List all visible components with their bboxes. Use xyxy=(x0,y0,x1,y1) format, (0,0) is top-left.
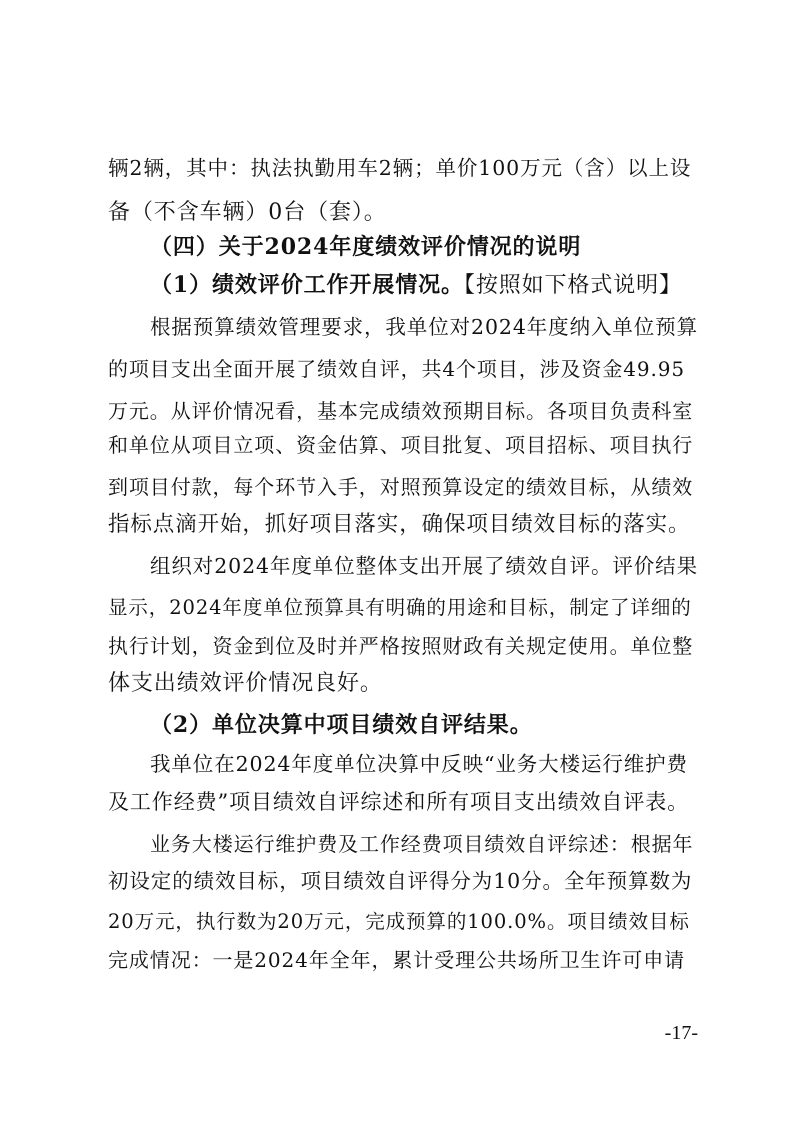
paragraph-line: 初设定的绩效目标，项目绩效自评得分为10分。全年预算数为 xyxy=(108,869,693,893)
paragraph-line: 完成情况：一是2024年全年，累计受理公共场所卫生许可申请 xyxy=(108,948,685,972)
paragraph-line: 我单位在2024年度单位决算中反映“业务大楼运行维护费 xyxy=(150,752,688,776)
paragraph-line: 组织对2024年度单位整体支出开展了绩效自评。评价结果 xyxy=(150,554,698,578)
paragraph-line: 业务大楼运行维护费及工作经费项目绩效自评综述：根据年 xyxy=(150,832,694,856)
paragraph-line: 到项目付款，每个环节入手，对照预算设定的绩效目标，从绩效 xyxy=(108,475,694,499)
subsection-heading-text: （1）绩效评价工作开展情况。 xyxy=(150,272,464,298)
paragraph-line: 及工作经费”项目绩效自评综述和所有项目支出绩效自评表。 xyxy=(108,790,690,814)
paragraph-line: 备（不含车辆）0台（套）。 xyxy=(108,200,387,225)
paragraph-line: 执行计划，资金到位及时并严格按照财政有关规定使用。单位整 xyxy=(108,634,694,658)
paragraph-line: 根据预算绩效管理要求，我单位对2024年度纳入单位预算 xyxy=(150,315,698,339)
paragraph-line: 指标点滴开始，抓好项目落实，确保项目绩效目标的落实。 xyxy=(108,512,691,537)
paragraph-line: 万元。从评价情况看，基本完成绩效预期目标。各项目负责科室 xyxy=(108,399,694,423)
paragraph-line: 和单位从项目立项、资金估算、项目批复、项目招标、项目执行 xyxy=(108,433,694,457)
section-heading: （四）关于2024年度绩效评价情况的说明 xyxy=(150,234,582,260)
paragraph-line: 体支出绩效评价情况良好。 xyxy=(108,671,383,696)
subsection-heading xyxy=(150,270,698,301)
paragraph-line: 20万元，执行数为20万元，完成预算的100.0%。项目绩效目标 xyxy=(108,910,690,933)
paragraph-line: 的项目支出全面开展了绩效自评，共4个项目，涉及资金49.95 xyxy=(108,357,685,381)
subsection-heading: （2）单位决算中项目绩效自评结果。 xyxy=(150,712,533,738)
page-number: -17- xyxy=(664,1022,698,1044)
format-note: 【按照如下格式说明】 xyxy=(463,273,682,298)
paragraph-line: 辆2辆，其中：执法执勤用车2辆；单价100万元（含）以上设 xyxy=(108,156,692,180)
paragraph-line: 显示，2024年度单位预算具有明确的用途和目标，制定了详细的 xyxy=(108,596,692,619)
